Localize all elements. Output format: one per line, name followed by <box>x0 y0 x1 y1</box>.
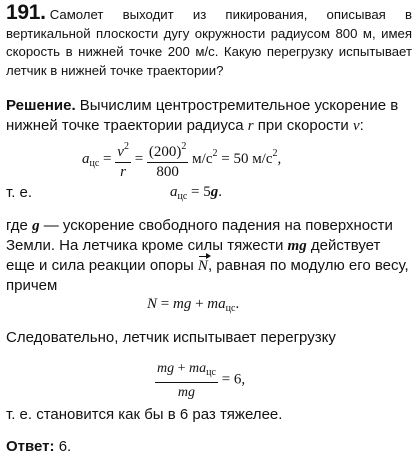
paragraph-overload: Следовательно, летчик испытывает перегрузку <box>6 329 336 346</box>
solution-intro: Решение. Вычислим центростремительное ускорение в нижней точке траектории радиуса r при скорости v: <box>6 97 399 134</box>
problem-text: Самолет выходит из пикирования, описывая в вертикальной плоскости дугу окружности радиусом 800 м, имея скорость в нижней точке 200 м/с. Какую перегрузку испытывает летчик в нижней точке траектории? <box>6 7 412 78</box>
paragraph-forces: где g — ускорение свободного падения на поверхности Земли. На летчика кроме силы тяжести mg действует еще и сила реакции опоры N, равная по модулю его весу, причем <box>6 217 409 294</box>
answer-value: 6. <box>54 438 72 455</box>
solution-label: Решение. <box>6 97 76 114</box>
equation-N: N = mg + $ma_{цс}$. <box>147 296 240 314</box>
answer-label: Ответ: <box>6 438 55 455</box>
conclusion: т. е. становится как бы в 6 раз тяжелее. <box>6 406 283 423</box>
vector-N: N <box>197 258 208 274</box>
fraction-200sq-over-800: $\frac{(200)^2}{800}$ <box>147 138 189 181</box>
fraction-v2-over-r: $\frac{v^2}{r}$ <box>115 138 131 181</box>
equation-overload: $\frac{mg + ma_{цс}}{mg}$ = 6, <box>157 361 246 400</box>
fraction-overload: $\frac{mg + ma_{цс}}{mg}$ <box>157 361 216 400</box>
problem-number: 191. <box>6 1 46 24</box>
equation-5g: $a_{цс} = 5g$. <box>170 184 223 202</box>
answer <box>6 437 71 457</box>
problem-statement <box>6 1 412 80</box>
te-label: т. е. <box>6 184 33 201</box>
equation-centripetal: $a_{цс}$ = $\frac{v^2}{r}$ = $\frac{(200)^2}{800}$ $м/с^2 = 50$ $м/с^2$, <box>82 138 281 181</box>
